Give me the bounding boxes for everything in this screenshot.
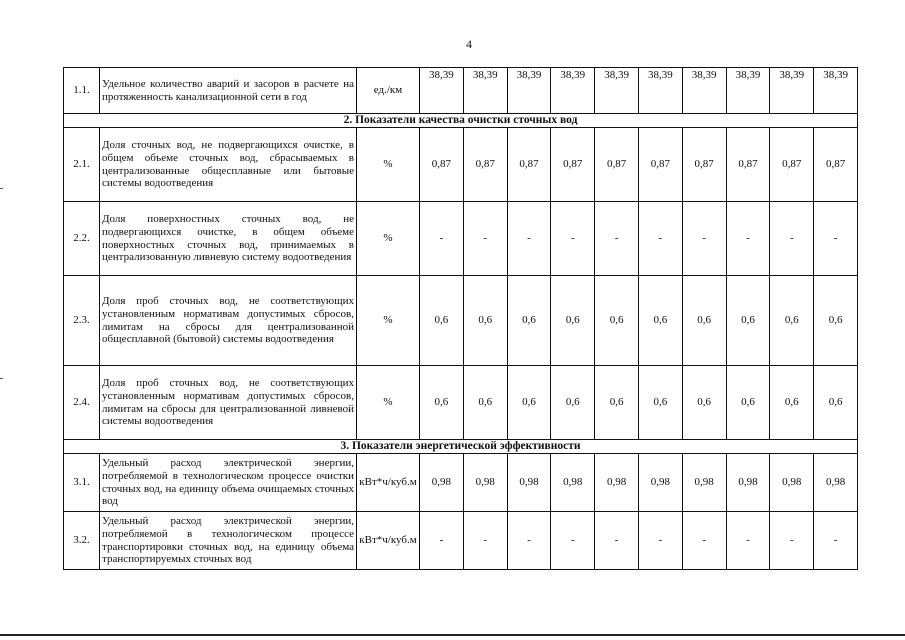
- value-cell: -: [463, 202, 507, 276]
- value-cell: 0,98: [551, 454, 595, 512]
- value-cell: -: [595, 512, 639, 570]
- indicator-description: Доля поверхностных сточных вод, не подвергающихся очистке, в общем объеме поверхностных сточных вод, принимаемых в централизованную ливневую систему водоотведения: [100, 202, 357, 276]
- value-cell: 38,39: [551, 68, 595, 114]
- indicator-description: Доля проб сточных вод, не соответствующих установленным нормативам допустимых сбросов, лимитам на сбросы для централизованной общесплавной (бытовой) системы водоотведения: [100, 276, 357, 366]
- row-number: 2.3.: [64, 276, 100, 366]
- value-cell: 38,39: [507, 68, 551, 114]
- value-cell: -: [463, 512, 507, 570]
- margin-mark: [0, 378, 3, 379]
- unit-cell: %: [357, 276, 420, 366]
- value-cell: 0,87: [638, 128, 682, 202]
- value-cell: 0,6: [726, 366, 770, 440]
- value-cell: 0,6: [638, 276, 682, 366]
- value-cell: 0,6: [551, 366, 595, 440]
- row-number: 2.4.: [64, 366, 100, 440]
- value-cell: 38,39: [463, 68, 507, 114]
- value-cell: 0,6: [682, 366, 726, 440]
- table-row: [64, 366, 858, 440]
- value-cell: 0,6: [507, 366, 551, 440]
- value-cell: 0,87: [507, 128, 551, 202]
- indicator-description: Доля сточных вод, не подвергающихся очистке, в общем объеме сточных вод, сбрасываемых в централизованные общесплавные или бытовые системы водоотведения: [100, 128, 357, 202]
- value-cell: -: [595, 202, 639, 276]
- indicators-table: [63, 67, 858, 570]
- value-cell: 0,87: [770, 128, 814, 202]
- value-cell: 38,39: [638, 68, 682, 114]
- value-cell: 0,87: [551, 128, 595, 202]
- row-number: 1.1.: [64, 68, 100, 114]
- table-row: [64, 276, 858, 366]
- value-cell: 0,87: [420, 128, 464, 202]
- value-cell: 0,6: [420, 366, 464, 440]
- margin-mark: [0, 188, 3, 189]
- value-cell: 0,98: [420, 454, 464, 512]
- value-cell: 0,6: [638, 366, 682, 440]
- value-cell: 0,87: [682, 128, 726, 202]
- value-cell: 0,98: [638, 454, 682, 512]
- value-cell: -: [726, 202, 770, 276]
- value-cell: 38,39: [726, 68, 770, 114]
- table-row: [64, 202, 858, 276]
- section-title: 3. Показатели энергетической эффективности: [64, 440, 858, 454]
- value-cell: -: [638, 512, 682, 570]
- value-cell: 38,39: [682, 68, 726, 114]
- section-header-row: [64, 440, 858, 454]
- unit-cell: %: [357, 366, 420, 440]
- value-cell: -: [507, 512, 551, 570]
- unit-cell: кВт*ч/куб.м: [357, 512, 420, 570]
- value-cell: 38,39: [814, 68, 858, 114]
- table-row: [64, 68, 858, 114]
- value-cell: 0,98: [726, 454, 770, 512]
- value-cell: 0,6: [595, 366, 639, 440]
- indicators-table-body: [64, 68, 858, 570]
- indicator-description: Удельный расход электрической энергии, потребляемой в технологическом процессе очистки сточных вод, на единицу объема очищаемых сточных вод: [100, 454, 357, 512]
- value-cell: 0,6: [507, 276, 551, 366]
- value-cell: 0,6: [770, 276, 814, 366]
- page-number: 4: [466, 37, 472, 51]
- value-cell: 0,6: [551, 276, 595, 366]
- value-cell: -: [420, 202, 464, 276]
- indicator-description: Удельное количество аварий и засоров в расчете на протяженность канализационной сети в год: [100, 68, 357, 114]
- value-cell: 0,98: [595, 454, 639, 512]
- indicator-description: Доля проб сточных вод, не соответствующих установленным нормативам допустимых сбросов, лимитам на сбросы для централизованной ливневой системы водоотведения: [100, 366, 357, 440]
- value-cell: 38,39: [420, 68, 464, 114]
- unit-cell: %: [357, 128, 420, 202]
- unit-cell: %: [357, 202, 420, 276]
- value-cell: 0,98: [507, 454, 551, 512]
- table-row: [64, 128, 858, 202]
- row-number: 2.1.: [64, 128, 100, 202]
- section-title: 2. Показатели качества очистки сточных вод: [64, 114, 858, 128]
- indicator-description: Удельный расход электрической энергии, потребляемой в технологическом процессе транспортировки сточных вод, на единицу объема транспортируемых сточных вод: [100, 512, 357, 570]
- value-cell: 0,98: [814, 454, 858, 512]
- value-cell: 38,39: [595, 68, 639, 114]
- value-cell: -: [814, 512, 858, 570]
- value-cell: 0,87: [814, 128, 858, 202]
- value-cell: -: [507, 202, 551, 276]
- value-cell: 0,98: [463, 454, 507, 512]
- value-cell: -: [682, 512, 726, 570]
- section-header-row: [64, 114, 858, 128]
- row-number: 3.1.: [64, 454, 100, 512]
- value-cell: -: [638, 202, 682, 276]
- value-cell: -: [551, 202, 595, 276]
- value-cell: -: [682, 202, 726, 276]
- table-row: [64, 454, 858, 512]
- value-cell: 0,87: [463, 128, 507, 202]
- row-number: 3.2.: [64, 512, 100, 570]
- row-number: 2.2.: [64, 202, 100, 276]
- value-cell: 0,87: [726, 128, 770, 202]
- value-cell: 38,39: [770, 68, 814, 114]
- value-cell: 0,6: [595, 276, 639, 366]
- value-cell: 0,98: [682, 454, 726, 512]
- value-cell: 0,87: [595, 128, 639, 202]
- value-cell: -: [726, 512, 770, 570]
- value-cell: -: [551, 512, 595, 570]
- page-bottom-edge: [0, 634, 905, 636]
- value-cell: 0,6: [682, 276, 726, 366]
- value-cell: 0,6: [770, 366, 814, 440]
- value-cell: -: [770, 512, 814, 570]
- value-cell: -: [770, 202, 814, 276]
- unit-cell: кВт*ч/куб.м: [357, 454, 420, 512]
- value-cell: 0,98: [770, 454, 814, 512]
- value-cell: 0,6: [463, 276, 507, 366]
- value-cell: -: [814, 202, 858, 276]
- value-cell: 0,6: [726, 276, 770, 366]
- unit-cell: ед./км: [357, 68, 420, 114]
- value-cell: -: [420, 512, 464, 570]
- value-cell: 0,6: [420, 276, 464, 366]
- value-cell: 0,6: [463, 366, 507, 440]
- value-cell: 0,6: [814, 276, 858, 366]
- value-cell: 0,6: [814, 366, 858, 440]
- table-row: [64, 512, 858, 570]
